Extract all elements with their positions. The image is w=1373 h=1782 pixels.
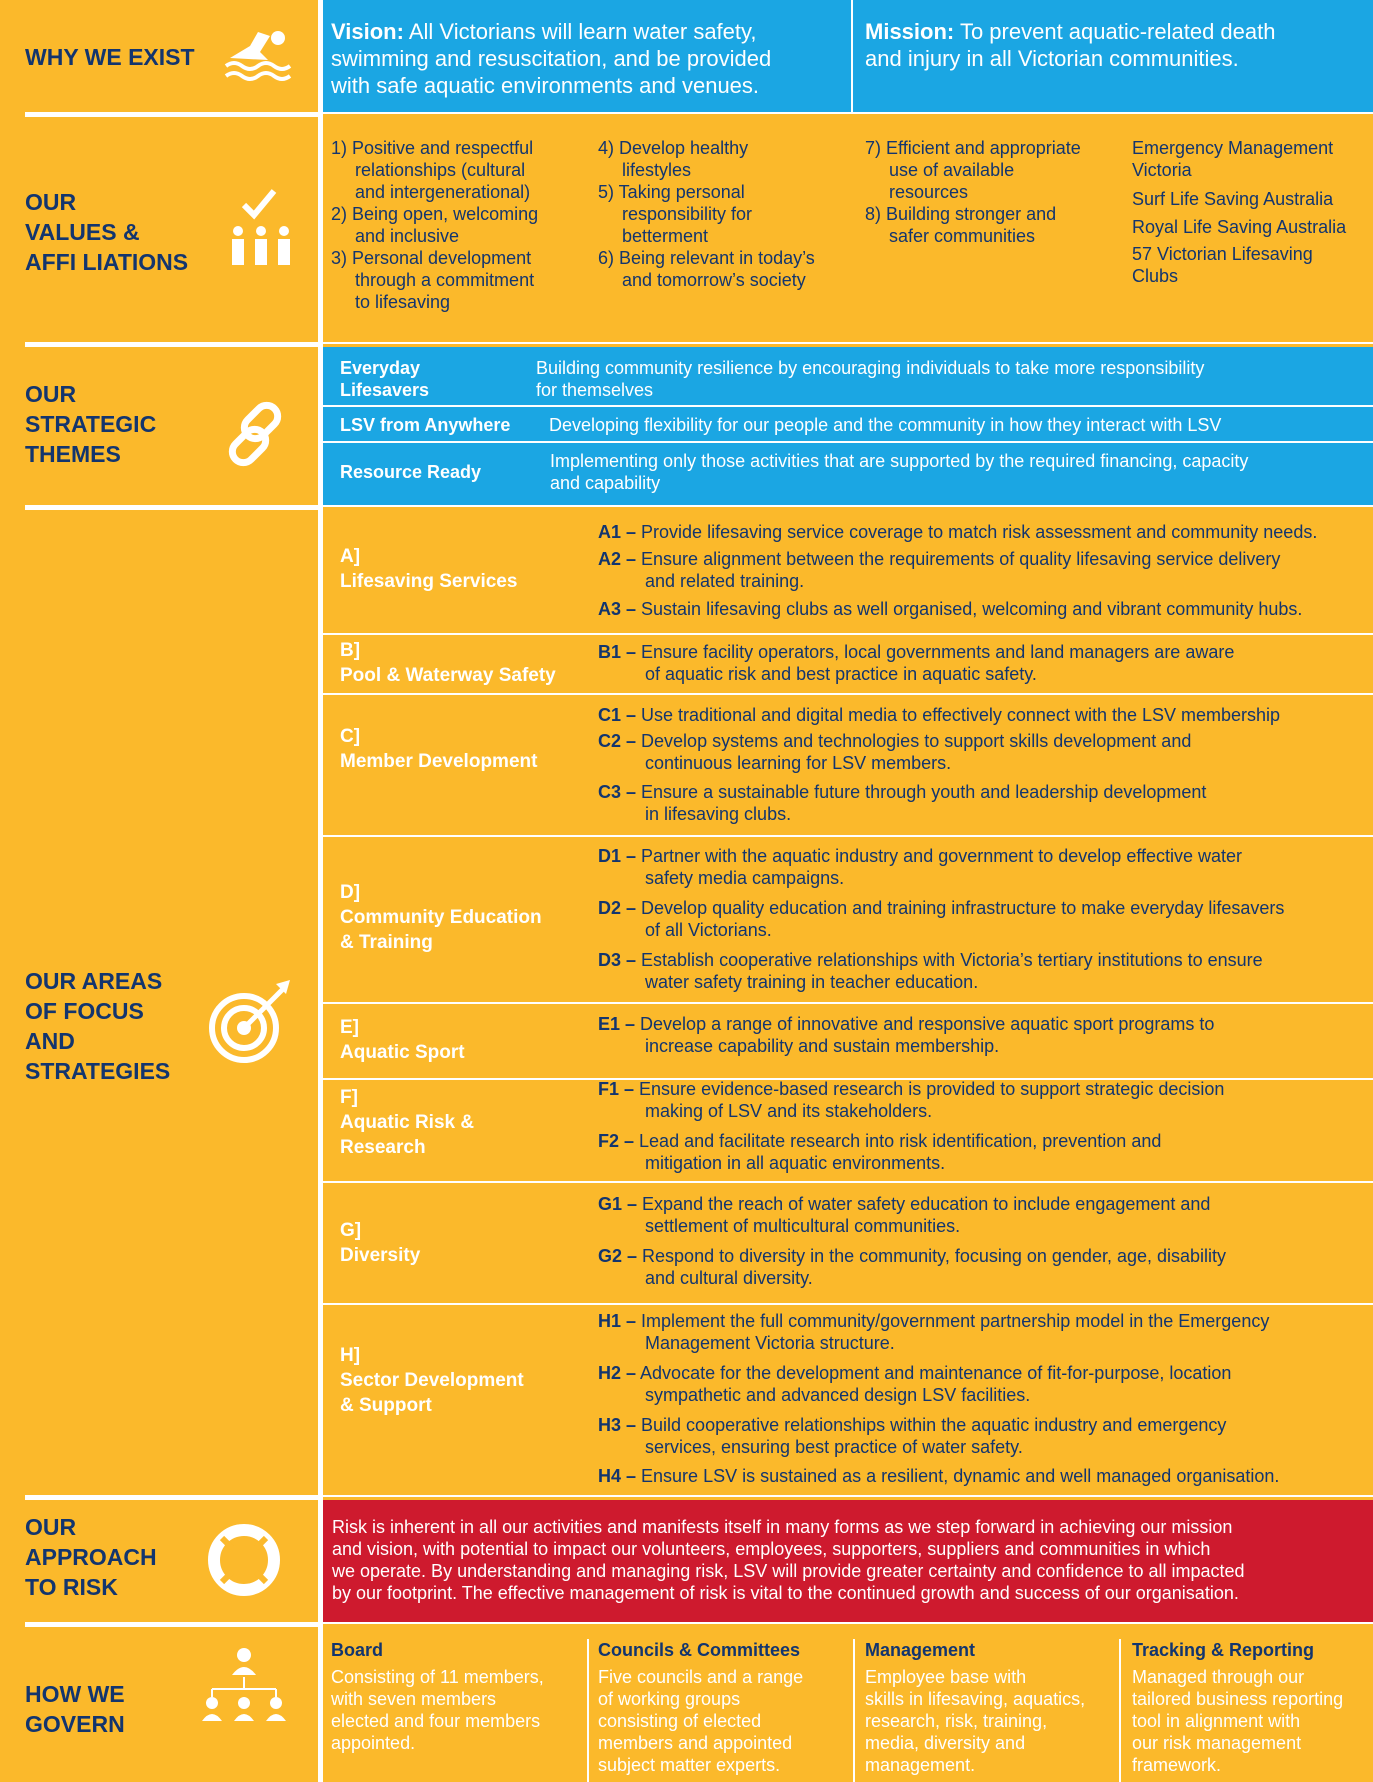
- theme-name: Lifesavers: [340, 380, 430, 400]
- value-item: 6) Being relevant in today’s: [598, 248, 815, 268]
- focus-header: [0, 510, 318, 1495]
- strategy-b1-cont: of aquatic risk and best practice in aquatic safety.: [645, 664, 1037, 684]
- value-item: betterment: [622, 226, 709, 246]
- affiliations-list: [1132, 137, 1346, 287]
- strategy-c2-cont: continuous learning for LSV members.: [645, 753, 952, 773]
- values-row: [0, 117, 1373, 342]
- govern-line: tool in alignment with: [1132, 1711, 1301, 1731]
- area-title: Diversity: [340, 1245, 421, 1266]
- area-letter: C]: [340, 726, 361, 747]
- strategy-h3: H3 – Build cooperative relationships within the aquatic industry and emergency: [598, 1415, 1227, 1435]
- label-line: GOVERN: [25, 1711, 125, 1737]
- govern-header: [0, 1627, 318, 1782]
- area-letter: A]: [340, 546, 361, 567]
- value-item: and intergenerational): [355, 182, 531, 202]
- value-item: 5) Taking personal: [598, 182, 745, 202]
- govern-line: with seven members: [331, 1689, 497, 1709]
- area-title: Research: [340, 1137, 426, 1158]
- label-line: AND: [25, 1028, 75, 1054]
- value-item: 1) Positive and respectful: [331, 138, 534, 158]
- why-we-exist-row: [0, 0, 1373, 112]
- section-label: [25, 1679, 125, 1739]
- area-aquatic-sport: [340, 1015, 465, 1065]
- affiliation-item: Emergency Management: [1132, 138, 1334, 158]
- risk-row: [0, 1500, 1373, 1622]
- vision-box: [323, 0, 851, 112]
- label-line: OUR: [25, 381, 77, 407]
- theme-desc: Developing flexibility for our people and the community in how they interact with LSV: [549, 415, 1222, 435]
- govern-title: Board: [331, 1640, 384, 1660]
- area-title: Sector Development: [340, 1370, 524, 1391]
- mission-label: Mission:: [865, 19, 955, 44]
- govern-title: Management: [865, 1640, 976, 1660]
- area-pool-waterway-safety: [340, 638, 556, 688]
- risk-line: by our footprint. The effective management of risk is vital to the continued growth and success of our organisation.: [332, 1583, 1239, 1603]
- affiliation-item: Clubs: [1132, 266, 1179, 286]
- affiliation-item: Royal Life Saving Australia: [1132, 217, 1347, 237]
- strategy-f1-cont: making of LSV and its stakeholders.: [645, 1101, 933, 1121]
- vision-text: with safe aquatic environments and venues.: [331, 73, 760, 98]
- risk-line: we operate. By understanding and managing risk, LSV will provide greater certainty and confidence to all impacted: [332, 1561, 1245, 1581]
- strategy-c3-cont: in lifesaving clubs.: [645, 804, 792, 824]
- themes-row: [0, 347, 1373, 505]
- theme-desc: and capability: [550, 473, 661, 493]
- strategy-a3: A3 – Sustain lifesaving clubs as well organised, welcoming and vibrant community hubs.: [598, 599, 1303, 619]
- value-item: and tomorrow’s society: [622, 270, 806, 290]
- section-label: WHY WE EXIST: [25, 44, 195, 70]
- swimmer-icon: [224, 26, 294, 84]
- mission-text: and injury in all Victorian communities.: [865, 46, 1239, 71]
- vision-label: Vision:: [331, 19, 404, 44]
- area-community-education: [340, 880, 542, 955]
- strategy-h2-cont: sympathetic and advanced design LSV facilities.: [645, 1385, 1031, 1405]
- area-letter: D]: [340, 882, 361, 903]
- govern-line: skills in lifesaving, aquatics,: [865, 1689, 1086, 1709]
- theme-name: LSV from Anywhere: [340, 415, 511, 435]
- strategy-d3: D3 – Establish cooperative relationships with Victoria’s tertiary institutions to ensure: [598, 950, 1263, 970]
- vision-text: All Victorians will learn water safety,: [403, 19, 757, 44]
- section-label: [25, 1512, 157, 1602]
- values-col-1: [331, 137, 538, 313]
- theme-resource-ready: [323, 443, 1373, 505]
- area-letter: B]: [340, 640, 361, 661]
- lifebuoy-icon: [206, 1522, 282, 1598]
- govern-line: Five councils and a range: [598, 1667, 804, 1687]
- strategy-g1-cont: settlement of multicultural communities.: [645, 1216, 961, 1236]
- value-item: responsibility for: [622, 204, 753, 224]
- value-item: 4) Develop healthy: [598, 138, 749, 158]
- area-title: Community Education: [340, 907, 542, 928]
- govern-row: [0, 1627, 1373, 1782]
- value-item: lifestyles: [622, 160, 692, 180]
- section-label: [25, 966, 170, 1086]
- target-arrow-icon: [206, 976, 296, 1066]
- theme-name: Resource Ready: [340, 462, 482, 482]
- area-title: Aquatic Sport: [340, 1042, 465, 1063]
- area-title: Pool & Waterway Safety: [340, 665, 556, 686]
- govern-title: Councils & Committees: [598, 1640, 801, 1660]
- theme-everyday-lifesavers: [323, 347, 1373, 405]
- govern-line: subject matter experts.: [598, 1755, 781, 1775]
- strategy-f2: F2 – Lead and facilitate research into risk identification, prevention and: [598, 1131, 1162, 1151]
- value-item: resources: [889, 182, 969, 202]
- value-item: through a commitment: [355, 270, 535, 290]
- area-aquatic-risk-research: [340, 1085, 474, 1160]
- govern-line: tailored business reporting: [1132, 1689, 1344, 1709]
- strategy-a2-cont: and related training.: [645, 571, 805, 591]
- section-label: [25, 379, 156, 469]
- strategy-g1: G1 – Expand the reach of water safety education to include engagement and: [598, 1194, 1211, 1214]
- govern-line: elected and four members: [331, 1711, 541, 1731]
- affiliation-item: Surf Life Saving Australia: [1132, 189, 1334, 209]
- govern-line: our risk management: [1132, 1733, 1302, 1753]
- govern-title: Tracking & Reporting: [1132, 1640, 1315, 1660]
- value-item: 3) Personal development: [331, 248, 532, 268]
- values-header: [0, 117, 318, 342]
- value-item: 8) Building stronger and: [865, 204, 1057, 224]
- strategy-a2: A2 – Ensure alignment between the requirements of quality lifesaving service delivery: [598, 549, 1281, 569]
- strategy-h1-cont: Management Victoria structure.: [645, 1333, 895, 1353]
- value-item: to lifesaving: [355, 292, 451, 312]
- theme-desc: for themselves: [536, 380, 654, 400]
- theme-lsv-from-anywhere: [323, 407, 1373, 441]
- govern-line: framework.: [1132, 1755, 1222, 1775]
- value-item: safer communities: [889, 226, 1036, 246]
- values-col-2: [598, 137, 815, 291]
- strategy-f2-cont: mitigation in all aquatic environments.: [645, 1153, 946, 1173]
- value-item: 7) Efficient and appropriate: [865, 138, 1081, 158]
- strategy-f1: F1 – Ensure evidence-based research is provided to support strategic decision: [598, 1079, 1225, 1099]
- area-title: & Training: [340, 932, 433, 953]
- govern-line: media, diversity and: [865, 1733, 1026, 1753]
- strategy-c3: C3 – Ensure a sustainable future through youth and leadership development: [598, 782, 1207, 802]
- mission-box: [853, 0, 1373, 112]
- area-lifesaving-services: [340, 544, 517, 594]
- area-letter: E]: [340, 1017, 359, 1038]
- label-line: VALUES &: [25, 219, 140, 245]
- risk-header: [0, 1500, 318, 1622]
- strategy-g2-cont: and cultural diversity.: [645, 1268, 813, 1288]
- strategy-b1: B1 – Ensure facility operators, local governments and land managers are aware: [598, 642, 1235, 662]
- area-title: Member Development: [340, 751, 538, 772]
- theme-desc: Building community resilience by encouraging individuals to take more responsibility: [536, 358, 1205, 378]
- govern-line: research, risk, training,: [865, 1711, 1048, 1731]
- govern-line: Consisting of 11 members,: [331, 1667, 544, 1687]
- strategy-e1-cont: increase capability and sustain membership.: [645, 1036, 1000, 1056]
- label-line: OUR AREAS: [25, 968, 163, 994]
- risk-statement-box: [323, 1500, 1373, 1622]
- strategy-h2: H2 – Advocate for the development and maintenance of fit-for-purpose, location: [598, 1363, 1232, 1383]
- label-line: TO RISK: [25, 1574, 118, 1600]
- label-line: OUR: [25, 1514, 77, 1540]
- strategy-h4: H4 – Ensure LSV is sustained as a resilient, dynamic and well managed organisation.: [598, 1466, 1280, 1486]
- label-line: STRATEGIC: [25, 411, 157, 437]
- affiliation-item: 57 Victorian Lifesaving: [1132, 244, 1313, 264]
- area-title: & Support: [340, 1395, 432, 1416]
- strategy-d2: D2 – Develop quality education and training infrastructure to make everyday lifesavers: [598, 898, 1285, 918]
- strategy-d1: D1 – Partner with the aquatic industry and government to develop effective water: [598, 846, 1243, 866]
- govern-board: [331, 1639, 544, 1754]
- strategy-h1: H1 – Implement the full community/government partnership model in the Emergency: [598, 1311, 1270, 1331]
- govern-line: members and appointed: [598, 1733, 793, 1753]
- label-line: AFFI LIATIONS: [25, 249, 189, 275]
- theme-name: Everyday: [340, 358, 421, 378]
- strategy-d3-cont: water safety training in teacher education.: [645, 972, 979, 992]
- area-sector-development: [340, 1343, 524, 1418]
- label-line: HOW WE: [25, 1681, 125, 1707]
- strategy-c2: C2 – Develop systems and technologies to support skills development and: [598, 731, 1192, 751]
- focus-row: [0, 510, 1373, 1495]
- area-letter: F]: [340, 1087, 358, 1108]
- area-title: Lifesaving Services: [340, 571, 518, 592]
- govern-line: consisting of elected: [598, 1711, 762, 1731]
- value-item: 2) Being open, welcoming: [331, 204, 539, 224]
- strategy-g2: G2 – Respond to diversity in the community, focusing on gender, age, disability: [598, 1246, 1227, 1266]
- strategy-c1: C1 – Use traditional and digital media to effectively connect with the LSV membership: [598, 705, 1281, 725]
- label-line: STRATEGIES: [25, 1058, 171, 1084]
- govern-tracking: [1132, 1639, 1343, 1776]
- strategy-a1: A1 – Provide lifesaving service coverage to match risk assessment and community needs.: [598, 522, 1318, 542]
- label-line: APPROACH: [25, 1544, 157, 1570]
- vision-text: swimming and resuscitation, and be provided: [331, 46, 772, 71]
- affiliation-item: Victoria: [1132, 160, 1192, 180]
- strategy-d1-cont: safety media campaigns.: [645, 868, 845, 888]
- label-line: THEMES: [25, 441, 121, 467]
- people-check-icon: [226, 179, 296, 275]
- values-col-3: [865, 137, 1081, 247]
- mission-text: To prevent aquatic-related death: [954, 19, 1276, 44]
- org-chart-icon: [196, 1645, 292, 1727]
- strategy-d2-cont: of all Victorians.: [645, 920, 772, 940]
- area-title: Aquatic Risk &: [340, 1112, 475, 1133]
- theme-desc: Implementing only those activities that are supported by the required financing, capacity: [550, 451, 1249, 471]
- label-line: OF FOCUS: [25, 998, 144, 1024]
- govern-line: appointed.: [331, 1733, 416, 1753]
- themes-header: [0, 347, 318, 505]
- label-line: OUR: [25, 189, 77, 215]
- strategy-e1: E1 – Develop a range of innovative and responsive aquatic sport programs to: [598, 1014, 1215, 1034]
- area-letter: H]: [340, 1345, 361, 1366]
- strategy-h3-cont: services, ensuring best practice of water safety.: [645, 1437, 1023, 1457]
- value-item: and inclusive: [355, 226, 460, 246]
- area-letter: G]: [340, 1220, 362, 1241]
- chain-link-icon: [222, 399, 292, 469]
- govern-line: of working groups: [598, 1689, 741, 1709]
- value-item: relationships (cultural: [355, 160, 526, 180]
- risk-line: Risk is inherent in all our activities and manifests itself in many forms as we step forward in achieving our mission: [332, 1517, 1233, 1537]
- value-item: use of available: [889, 160, 1015, 180]
- govern-councils: [598, 1639, 803, 1776]
- govern-line: Managed through our: [1132, 1667, 1305, 1687]
- main-divider: [318, 0, 323, 1782]
- risk-line: and vision, with potential to impact our volunteers, employees, supporters, suppliers and communities in which: [332, 1539, 1211, 1559]
- govern-line: Employee base with: [865, 1667, 1027, 1687]
- section-label: [25, 187, 188, 277]
- govern-line: management.: [865, 1755, 976, 1775]
- area-member-development: [340, 724, 537, 774]
- govern-management: [865, 1639, 1085, 1776]
- why-we-exist-header: [0, 0, 318, 112]
- area-diversity: [340, 1218, 420, 1268]
